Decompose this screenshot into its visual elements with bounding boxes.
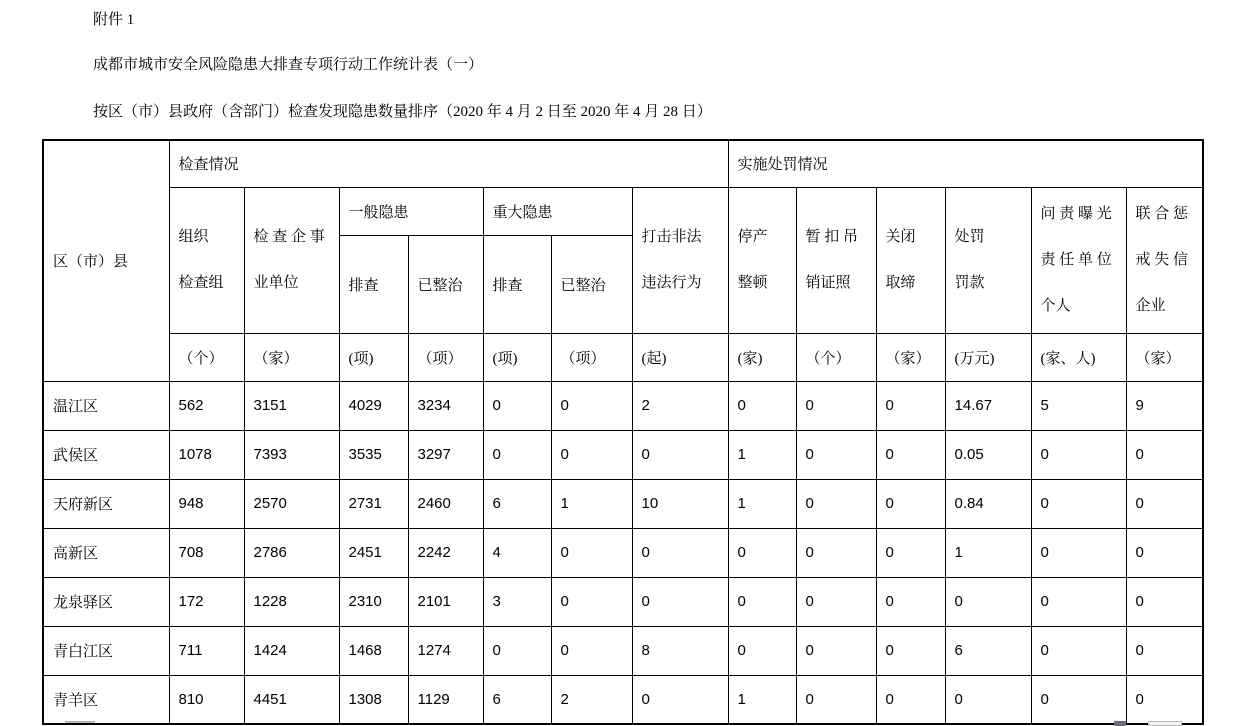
col-header-org-inspection-group bbox=[169, 187, 244, 333]
unit-cell: (项) bbox=[483, 333, 551, 381]
col-header-screened-general: 排查 bbox=[339, 235, 408, 333]
unit-cell: （项） bbox=[408, 333, 483, 381]
value-cell: 1 bbox=[551, 479, 632, 528]
value-cell: 0.05 bbox=[945, 430, 1031, 479]
value-cell: 172 bbox=[169, 577, 244, 626]
value-cell: 6 bbox=[483, 675, 551, 724]
col-header-screened-major: 排查 bbox=[483, 235, 551, 333]
header-line: 处罚 bbox=[954, 229, 985, 245]
value-cell: 1 bbox=[728, 675, 796, 724]
header-line: 取缔 bbox=[885, 275, 916, 291]
table-row bbox=[43, 479, 1203, 528]
col-header-suspend-production bbox=[728, 187, 796, 333]
value-cell: 0 bbox=[1126, 577, 1203, 626]
value-cell: 1 bbox=[945, 528, 1031, 577]
value-cell: 3 bbox=[483, 577, 551, 626]
value-cell: 0 bbox=[632, 430, 728, 479]
value-cell: 3234 bbox=[408, 381, 483, 430]
col-header-penalty-fine bbox=[945, 187, 1031, 333]
value-cell: 2570 bbox=[244, 479, 339, 528]
table-row bbox=[43, 675, 1203, 724]
value-cell: 5 bbox=[1031, 381, 1126, 430]
value-cell: 0 bbox=[551, 528, 632, 577]
value-cell: 0 bbox=[728, 626, 796, 675]
unit-cell: （项） bbox=[551, 333, 632, 381]
value-cell: 2 bbox=[551, 675, 632, 724]
value-cell: 0 bbox=[551, 577, 632, 626]
region-cell: 武侯区 bbox=[43, 430, 169, 479]
value-cell: 1424 bbox=[244, 626, 339, 675]
value-cell: 4029 bbox=[339, 381, 408, 430]
value-cell: 3297 bbox=[408, 430, 483, 479]
value-cell: 0 bbox=[796, 479, 876, 528]
table-row bbox=[43, 430, 1203, 479]
value-cell: 0 bbox=[876, 675, 945, 724]
value-cell: 3535 bbox=[339, 430, 408, 479]
unit-cell: （个） bbox=[169, 333, 244, 381]
region-cell: 高新区 bbox=[43, 528, 169, 577]
unit-cell: (起) bbox=[632, 333, 728, 381]
header-line: 销证照 bbox=[805, 275, 851, 291]
header-line: 关闭 bbox=[885, 229, 916, 245]
col-header-rectified-general: 已整治 bbox=[408, 235, 483, 333]
header-line: 责 任 单 位 bbox=[1040, 252, 1112, 268]
scrollbar-track-fragment[interactable] bbox=[1148, 721, 1182, 726]
value-cell: 2451 bbox=[339, 528, 408, 577]
value-cell: 2460 bbox=[408, 479, 483, 528]
value-cell: 948 bbox=[169, 479, 244, 528]
value-cell: 0 bbox=[876, 577, 945, 626]
value-cell: 0.84 bbox=[945, 479, 1031, 528]
value-cell: 6 bbox=[945, 626, 1031, 675]
group-header-punishment: 实施处罚情况 bbox=[728, 140, 1203, 187]
header-line: 联 合 惩 bbox=[1135, 206, 1189, 222]
group-header-inspection: 检查情况 bbox=[169, 140, 728, 187]
header-line: 罚款 bbox=[954, 275, 985, 291]
col-header-general-hazard: 一般隐患 bbox=[339, 187, 483, 235]
value-cell: 0 bbox=[483, 626, 551, 675]
value-cell: 0 bbox=[632, 528, 728, 577]
header-line: 问 责 曝 光 bbox=[1040, 206, 1112, 222]
value-cell: 1078 bbox=[169, 430, 244, 479]
region-cell: 青白江区 bbox=[43, 626, 169, 675]
header-line: 检 查 企 事 bbox=[253, 229, 325, 245]
header-line: 戒 失 信 bbox=[1135, 252, 1189, 268]
value-cell: 0 bbox=[1031, 675, 1126, 724]
value-cell: 0 bbox=[876, 528, 945, 577]
header-line: 暂 扣 吊 bbox=[805, 229, 859, 245]
value-cell: 0 bbox=[728, 577, 796, 626]
value-cell: 0 bbox=[945, 675, 1031, 724]
unit-cell: （家） bbox=[244, 333, 339, 381]
value-cell: 2310 bbox=[339, 577, 408, 626]
attachment-label: 附件 1 bbox=[93, 12, 135, 28]
unit-cell: (项) bbox=[339, 333, 408, 381]
value-cell: 0 bbox=[551, 381, 632, 430]
value-cell: 0 bbox=[1031, 626, 1126, 675]
value-cell: 0 bbox=[876, 479, 945, 528]
value-cell: 14.67 bbox=[945, 381, 1031, 430]
header-line: 整顿 bbox=[737, 275, 768, 291]
header-line: 停产 bbox=[737, 229, 768, 245]
col-header-rectified-major: 已整治 bbox=[551, 235, 632, 333]
value-cell: 0 bbox=[945, 577, 1031, 626]
unit-cell: （个） bbox=[796, 333, 876, 381]
value-cell: 0 bbox=[1126, 528, 1203, 577]
value-cell: 1 bbox=[728, 479, 796, 528]
scrollbar-fragment[interactable] bbox=[65, 721, 95, 723]
region-cell: 天府新区 bbox=[43, 479, 169, 528]
value-cell: 0 bbox=[1126, 675, 1203, 724]
value-cell: 6 bbox=[483, 479, 551, 528]
col-header-crackdown-illegal bbox=[632, 187, 728, 333]
value-cell: 2731 bbox=[339, 479, 408, 528]
value-cell: 0 bbox=[1031, 430, 1126, 479]
value-cell: 0 bbox=[728, 381, 796, 430]
unit-cell: (家) bbox=[728, 333, 796, 381]
value-cell: 0 bbox=[1126, 430, 1203, 479]
header-line: 组织 bbox=[178, 229, 209, 245]
value-cell: 0 bbox=[483, 381, 551, 430]
value-cell: 8 bbox=[632, 626, 728, 675]
col-header-close-ban bbox=[876, 187, 945, 333]
value-cell: 2 bbox=[632, 381, 728, 430]
table-row bbox=[43, 381, 1203, 430]
unit-cell: （家） bbox=[1126, 333, 1203, 381]
value-cell: 708 bbox=[169, 528, 244, 577]
header-line: 违法行为 bbox=[641, 275, 702, 291]
value-cell: 7393 bbox=[244, 430, 339, 479]
value-cell: 810 bbox=[169, 675, 244, 724]
value-cell: 0 bbox=[632, 675, 728, 724]
value-cell: 2786 bbox=[244, 528, 339, 577]
value-cell: 1129 bbox=[408, 675, 483, 724]
value-cell: 0 bbox=[796, 675, 876, 724]
value-cell: 2101 bbox=[408, 577, 483, 626]
header-row-sub bbox=[43, 187, 1203, 235]
value-cell: 0 bbox=[551, 626, 632, 675]
value-cell: 0 bbox=[1031, 577, 1126, 626]
value-cell: 0 bbox=[876, 430, 945, 479]
region-cell: 青羊区 bbox=[43, 675, 169, 724]
value-cell: 4 bbox=[483, 528, 551, 577]
unit-row bbox=[43, 333, 1203, 381]
value-cell: 1468 bbox=[339, 626, 408, 675]
unit-cell: (万元) bbox=[945, 333, 1031, 381]
value-cell: 0 bbox=[551, 430, 632, 479]
col-header-enterprise-units bbox=[244, 187, 339, 333]
region-cell: 龙泉驿区 bbox=[43, 577, 169, 626]
value-cell: 0 bbox=[876, 381, 945, 430]
value-cell: 4451 bbox=[244, 675, 339, 724]
region-cell: 温江区 bbox=[43, 381, 169, 430]
value-cell: 0 bbox=[1031, 479, 1126, 528]
value-cell: 2242 bbox=[408, 528, 483, 577]
header-line: 检查组 bbox=[178, 275, 224, 291]
value-cell: 1308 bbox=[339, 675, 408, 724]
document-subtitle: 按区（市）县政府（含部门）检查发现隐患数量排序（2020 年 4 月 2 日至 2020 年 4 月 28 日） bbox=[93, 104, 712, 120]
header-line: 打击非法 bbox=[641, 229, 702, 245]
value-cell: 0 bbox=[796, 381, 876, 430]
unit-cell: (家、人) bbox=[1031, 333, 1126, 381]
col-header-joint-discipline bbox=[1126, 187, 1203, 333]
value-cell: 0 bbox=[796, 626, 876, 675]
value-cell: 3151 bbox=[244, 381, 339, 430]
value-cell: 1274 bbox=[408, 626, 483, 675]
header-line: 企业 bbox=[1135, 298, 1166, 314]
table-row bbox=[43, 577, 1203, 626]
value-cell: 0 bbox=[483, 430, 551, 479]
col-header-accountability-exposure bbox=[1031, 187, 1126, 333]
value-cell: 1 bbox=[728, 430, 796, 479]
value-cell: 1228 bbox=[244, 577, 339, 626]
value-cell: 9 bbox=[1126, 381, 1203, 430]
value-cell: 562 bbox=[169, 381, 244, 430]
table-row bbox=[43, 626, 1203, 675]
col-header-major-hazard: 重大隐患 bbox=[483, 187, 632, 235]
value-cell: 711 bbox=[169, 626, 244, 675]
value-cell: 0 bbox=[796, 528, 876, 577]
value-cell: 0 bbox=[632, 577, 728, 626]
header-line: 业单位 bbox=[253, 275, 299, 291]
value-cell: 0 bbox=[876, 626, 945, 675]
value-cell: 0 bbox=[728, 528, 796, 577]
statistics-table bbox=[42, 139, 1204, 725]
header-row-groups bbox=[43, 140, 1203, 187]
col-header-revoke-license bbox=[796, 187, 876, 333]
document-title: 成都市城市安全风险隐患大排查专项行动工作统计表（一） bbox=[93, 57, 484, 73]
unit-cell: （家） bbox=[876, 333, 945, 381]
table-row bbox=[43, 528, 1203, 577]
scrollbar-thumb-fragment[interactable] bbox=[1114, 721, 1126, 726]
value-cell: 0 bbox=[1126, 626, 1203, 675]
header-line: 个人 bbox=[1040, 298, 1071, 314]
value-cell: 0 bbox=[796, 430, 876, 479]
value-cell: 0 bbox=[1126, 479, 1203, 528]
corner-header-region: 区（市）县 bbox=[43, 140, 169, 381]
value-cell: 0 bbox=[1031, 528, 1126, 577]
value-cell: 10 bbox=[632, 479, 728, 528]
value-cell: 0 bbox=[796, 577, 876, 626]
